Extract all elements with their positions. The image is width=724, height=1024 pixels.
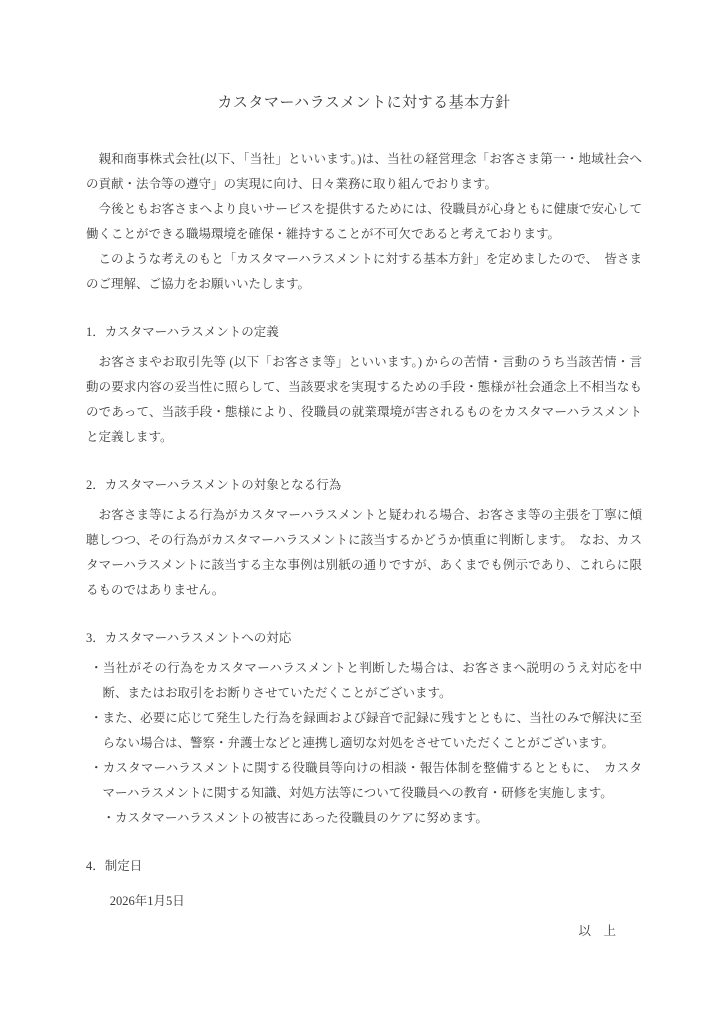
section-target-actions-body: お客さま等による行為がカスタマーハラスメントと疑われる場合、お客さま等の主張を丁寧に傾聴しつつ、その行為がカスタマーハラスメントに該当するかどうか慎重に判断します。 なお、カスタマーハラスメントに該当する主な事例は別紙の通りですが、あくまでも例示であり、これらに限るものではありません。 [86,508,642,597]
page-title: カスタマーハラスメントに対する基本方針 [217,95,511,111]
section-target-actions [86,473,642,603]
response-bullet-list [86,656,642,831]
section-definition [86,320,642,450]
response-bullet-2: ・また、必要に応じて発生した行為を録画および録音で記録に残すとともに、当社のみで解決に至らない場合は、警察・弁護士などと連携し適切な対処をさせていただくことがございます。 [90,711,642,750]
response-bullet-1: ・当社がその行為をカスタマーハラスメントと判断した場合は、お客さまへ説明のうえ対応を中断、またはお取引をお断りさせていただくことがございます。 [90,661,642,700]
enactment-date: 2026年1月5日 [109,894,185,908]
section-enactment-date [86,854,642,914]
intro-paragraph-3: このような考えのもと「カスタマーハラスメントに対する基本方針」を定めましたので、 皆さまのご理解、ご協力をお願いいたします。 [86,252,642,291]
section-target-actions-heading: 2．カスタマーハラスメントの対象となる行為 [86,478,342,492]
intro-paragraph-2: 今後ともお客さまへより良いサービスを提供するためには、役職員が心身ともに健康で安心して働くことができる職場環境を確保・維持することが不可欠であると考えております。 [86,202,642,241]
section-response-heading: 3．カスタマーハラスメントへの対応 [86,631,292,645]
closing-mark: 以 上 [578,924,616,938]
section-enactment-date-heading: 4．制定日 [86,859,143,873]
intro-block [86,147,642,297]
response-bullet-3: ・カスタマーハラスメントに関する役職員等向けの相談・報告体制を整備するとともに、 カスタマーハラスメントに関する知識、対処方法等について役職員への教育・研修を実施します。 [90,761,642,800]
response-bullet-4: ・カスタマーハラスメントの被害にあった役職員のケアに努めます。 [90,811,488,825]
section-definition-heading: 1．カスタマーハラスメントの定義 [86,325,279,339]
section-definition-body: お客さまやお取引先等 (以下「お客さま等」といいます。) からの苦情・言動のうち当該苦情・言動の要求内容の妥当性に照らして、当該要求を実現するための手段・態様が社会通念上不相当なものであって、当該手段・態様により、役職員の就業環境が害されるものをカスタマーハラスメントと定義します。 [86,355,642,444]
section-response [86,626,642,831]
intro-paragraph-1: 親和商事株式会社(以下、「当社」といいます。)は、当社の経営理念「お客さま第一・地域社会への貢献・法令等の遵守」の実現に向け、日々業務に取り組んでおります。 [86,152,642,191]
